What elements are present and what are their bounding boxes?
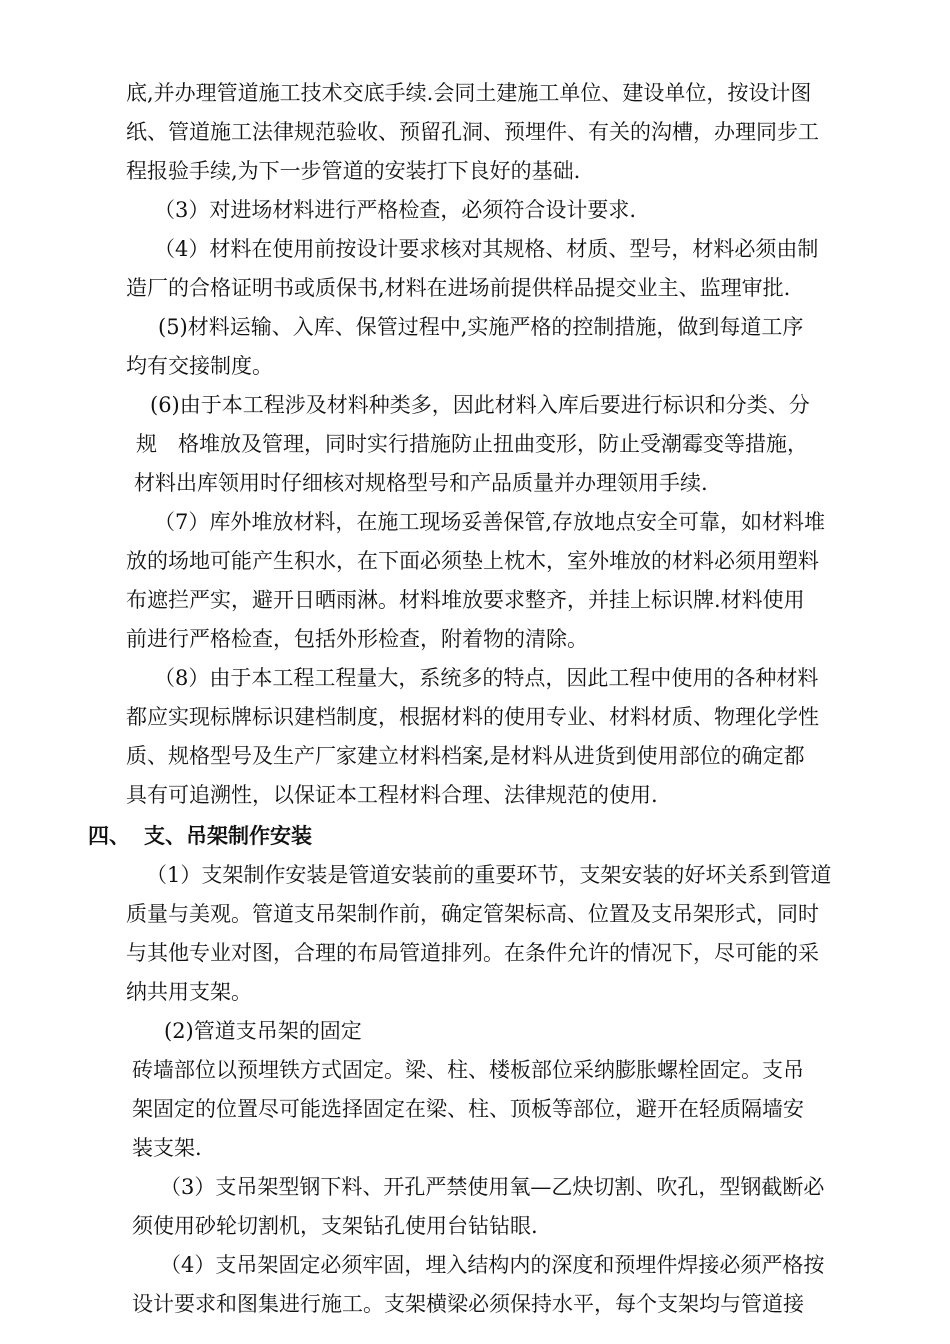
- text-line: 装支架.: [132, 1136, 202, 1160]
- text-line: 程报验手续,为下一步管道的安装打下良好的基础.: [126, 159, 581, 183]
- text-line: （8）由于本工程工程量大，系统多的特点，因此工程中使用的各种材料: [154, 666, 819, 690]
- text-line: 纸、管道施工法律规范验收、预留孔洞、预埋件、有关的沟槽，办理同步工: [126, 120, 819, 144]
- text-line: （7）库外堆放材料，在施工现场妥善保管,存放地点安全可靠，如材料堆: [154, 510, 826, 534]
- text-line: 砖墙部位以预埋铁方式固定。梁、柱、楼板部位采纳膨胀螺栓固定。支吊: [132, 1058, 804, 1082]
- text-line: 前进行严格检查，包括外形检查，附着物的清除。: [126, 627, 588, 651]
- text-line: （4）材料在使用前按设计要求核对其规格、材质、型号，材料必须由制: [154, 237, 819, 261]
- text-line: 纳共用支架。: [126, 980, 252, 1004]
- section-heading: 支、吊架制作安装: [144, 824, 312, 848]
- text-line: （4）支吊架固定必须牢固，埋入结构内的深度和预埋件焊接必须严格按: [160, 1253, 825, 1277]
- text-line: 与其他专业对图，合理的布局管道排列。在条件允许的情况下，尽可能的采: [126, 941, 819, 965]
- text-line: 设计要求和图集进行施工。支架横梁必须保持水平，每个支架均与管道接: [132, 1292, 804, 1316]
- text-line: 都应实现标牌标识建档制度，根据材料的使用专业、材料材质、物理化学性: [126, 705, 819, 729]
- text-line: 质量与美观。管道支吊架制作前，确定管架标高、位置及支吊架形式，同时: [126, 902, 819, 926]
- text-line: （3）对进场材料进行严格检查，必须符合设计要求.: [154, 198, 637, 222]
- text-line: 质、规格型号及生产厂家建立材料档案,是材料从进货到使用部位的确定都: [126, 744, 805, 768]
- text-line: （3）支吊架型钢下料、开孔严禁使用氧—乙炔切割、吹孔，型钢截断必: [160, 1175, 825, 1199]
- text-line: (6)由于本工程涉及材料种类多，因此材料入库后要进行标识和分类、分: [150, 393, 810, 417]
- text-line: 格堆放及管理，同时实行措施防止扭曲变形，防止受潮霉变等措施，: [178, 432, 808, 456]
- text-line: 具有可追溯性，以保证本工程材料合理、法律规范的使用.: [126, 783, 658, 807]
- text-line: 均有交接制度。: [126, 354, 273, 378]
- text-line: 底,并办理管道施工技术交底手续.会同土建施工单位、建设单位，按设计图: [126, 81, 812, 105]
- text-line: 造厂的合格证明书或质保书,材料在进场前提供样品提交业主、监理审批.: [126, 276, 791, 300]
- text-line: 须使用砂轮切割机，支架钻孔使用台钻钻眼.: [132, 1214, 538, 1238]
- text-line: (5)材料运输、入库、保管过程中,实施严格的控制措施，做到每道工序: [158, 315, 804, 339]
- text-line: 布遮拦严实，避开日晒雨淋。材料堆放要求整齐，并挂上标识牌.材料使用: [126, 588, 805, 612]
- text-line: 放的场地可能产生积水，在下面必须垫上枕木，室外堆放的材料必须用塑料: [126, 549, 819, 573]
- section-number: 四、: [88, 824, 130, 848]
- text-line: 架固定的位置尽可能选择固定在梁、柱、顶板等部位，避开在轻质隔墙安: [132, 1097, 804, 1121]
- text-line: (2)管道支吊架的固定: [164, 1019, 362, 1043]
- text-line: 材料出库领用时仔细核对规格型号和产品质量并办理领用手续.: [134, 471, 708, 495]
- text-line: （1）支架制作安装是管道安装前的重要环节，支架安装的好坏关系到管道: [146, 863, 832, 887]
- text-line: 规: [136, 432, 157, 456]
